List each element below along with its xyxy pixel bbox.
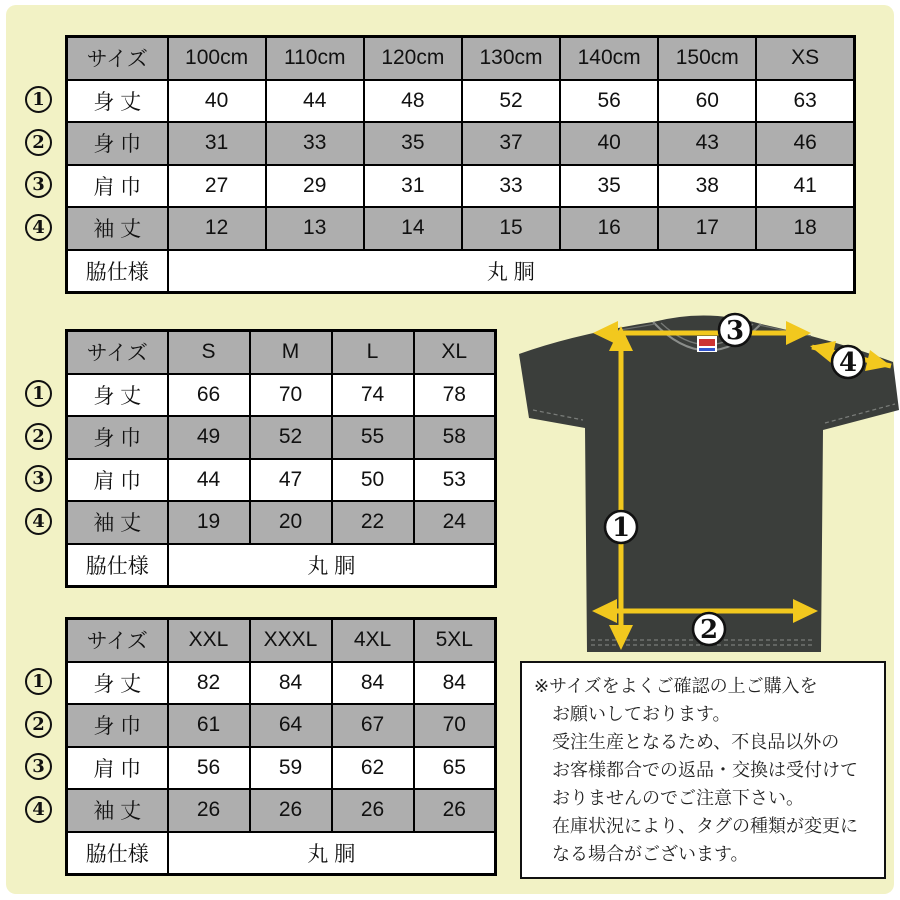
value-cell: 17 — [658, 207, 756, 250]
side-spec-value-cell: 丸 胴 — [168, 832, 496, 875]
value-cell: 74 — [332, 374, 414, 417]
value-cell: 84 — [250, 662, 332, 705]
value-cell: 41 — [756, 165, 854, 208]
value-cell: 62 — [332, 747, 414, 790]
notice-line: おりませんのでご注意下さい。 — [552, 788, 804, 808]
size-table-s-xl — [65, 329, 497, 588]
value-cell: 61 — [168, 704, 250, 747]
value-cell: 82 — [168, 662, 250, 705]
diagram-number-2: 2 — [699, 615, 719, 645]
circle-marker-2: 2 — [25, 129, 52, 156]
value-cell: 47 — [250, 459, 332, 502]
value-cell: 66 — [168, 374, 250, 417]
value-cell: 52 — [250, 416, 332, 459]
value-cell: 52 — [462, 80, 560, 123]
value-cell: 38 — [658, 165, 756, 208]
circle-marker-1: 1 — [25, 668, 52, 695]
value-cell: 26 — [332, 789, 414, 832]
circle-marker-3: 3 — [25, 171, 52, 198]
side-spec-value-cell: 丸 胴 — [168, 250, 855, 293]
value-cell: 70 — [414, 704, 496, 747]
measurement-row — [67, 374, 496, 417]
value-cell: 58 — [414, 416, 496, 459]
value-cell: 43 — [658, 122, 756, 165]
value-cell: 15 — [462, 207, 560, 250]
value-cell: 56 — [168, 747, 250, 790]
circle-marker-1: 1 — [25, 86, 52, 113]
circle-marker-1: 1 — [25, 380, 52, 407]
size-header-cell: 150cm — [658, 37, 756, 80]
value-cell: 26 — [250, 789, 332, 832]
notice-line: なる場合がございます。 — [552, 844, 749, 864]
value-cell: 84 — [332, 662, 414, 705]
measurement-row — [67, 747, 496, 790]
value-cell: 35 — [560, 165, 658, 208]
value-cell: 19 — [168, 501, 250, 544]
side-spec-row — [67, 832, 496, 875]
size-header-cell: 120cm — [364, 37, 462, 80]
measure-label-cell: 袖 丈 — [67, 501, 168, 544]
value-cell: 37 — [462, 122, 560, 165]
purchase-notice-box — [520, 661, 886, 879]
notice-line: お願いしております。 — [552, 704, 731, 724]
value-cell: 35 — [364, 122, 462, 165]
measure-label-cell: 袖 丈 — [67, 207, 168, 250]
size-header-row — [67, 331, 496, 374]
measure-label-cell: 身 巾 — [67, 122, 168, 165]
measurement-row — [67, 207, 855, 250]
measurement-row — [67, 501, 496, 544]
measurement-row — [67, 789, 496, 832]
value-cell: 40 — [168, 80, 266, 123]
value-cell: 26 — [414, 789, 496, 832]
notice-line: お客様都合での返品・交換は受付けて — [552, 760, 858, 780]
value-cell: 50 — [332, 459, 414, 502]
size-header-cell: L — [332, 331, 414, 374]
value-cell: 46 — [756, 122, 854, 165]
side-spec-row — [67, 544, 496, 587]
diagram-number-3: 3 — [725, 316, 745, 346]
measure-label-cell: 身 丈 — [67, 662, 168, 705]
notice-line: 在庫状況により、タグの種類が変更に — [552, 816, 858, 836]
value-cell: 12 — [168, 207, 266, 250]
measure-label-cell: 身 丈 — [67, 80, 168, 123]
value-cell: 40 — [560, 122, 658, 165]
value-cell: 33 — [266, 122, 364, 165]
circle-marker-2: 2 — [25, 423, 52, 450]
circle-marker-2: 2 — [25, 711, 52, 738]
measurement-row — [67, 80, 855, 123]
value-cell: 13 — [266, 207, 364, 250]
circle-marker-4: 4 — [25, 214, 52, 241]
side-spec-label-cell: 脇仕様 — [67, 832, 168, 875]
measure-label-cell: 身 丈 — [67, 374, 168, 417]
diagram-number-4: 4 — [838, 348, 858, 378]
measurement-row — [67, 416, 496, 459]
circle-marker-4: 4 — [25, 796, 52, 823]
value-cell: 29 — [266, 165, 364, 208]
value-cell: 20 — [250, 501, 332, 544]
size-header-cell: 140cm — [560, 37, 658, 80]
value-cell: 31 — [168, 122, 266, 165]
size-header-cell: XXXL — [250, 619, 332, 662]
measure-label-cell: 袖 丈 — [67, 789, 168, 832]
size-table-xxl-5xl — [65, 617, 497, 876]
measurement-row — [67, 662, 496, 705]
size-header-cell: 130cm — [462, 37, 560, 80]
neck-brand-tag — [697, 336, 717, 352]
value-cell: 60 — [658, 80, 756, 123]
size-header-cell: M — [250, 331, 332, 374]
value-cell: 31 — [364, 165, 462, 208]
value-cell: 55 — [332, 416, 414, 459]
value-cell: 56 — [560, 80, 658, 123]
size-header-cell: 4XL — [332, 619, 414, 662]
value-cell: 65 — [414, 747, 496, 790]
value-cell: 84 — [414, 662, 496, 705]
circle-marker-4: 4 — [25, 508, 52, 535]
value-cell: 78 — [414, 374, 496, 417]
size-header-cell: S — [168, 331, 250, 374]
size-header-cell: サイズ — [67, 37, 168, 80]
measurement-row — [67, 122, 855, 165]
notice-line: 受注生産となるため、不良品以外の — [552, 732, 840, 752]
size-header-cell: XS — [756, 37, 854, 80]
side-spec-label-cell: 脇仕様 — [67, 544, 168, 587]
value-cell: 70 — [250, 374, 332, 417]
circle-marker-3: 3 — [25, 753, 52, 780]
side-spec-value-cell: 丸 胴 — [168, 544, 496, 587]
value-cell: 44 — [168, 459, 250, 502]
measurement-row — [67, 165, 855, 208]
size-header-cell: XXL — [168, 619, 250, 662]
size-header-cell: 110cm — [266, 37, 364, 80]
size-header-row — [67, 37, 855, 80]
value-cell: 48 — [364, 80, 462, 123]
size-header-cell: サイズ — [67, 331, 168, 374]
diagram-number-1: 1 — [611, 513, 631, 543]
value-cell: 18 — [756, 207, 854, 250]
value-cell: 33 — [462, 165, 560, 208]
circle-marker-3: 3 — [25, 465, 52, 492]
measure-label-cell: 肩 巾 — [67, 747, 168, 790]
measure-label-cell: 身 巾 — [67, 704, 168, 747]
side-spec-row — [67, 250, 855, 293]
value-cell: 59 — [250, 747, 332, 790]
size-header-cell: サイズ — [67, 619, 168, 662]
measure-label-cell: 身 巾 — [67, 416, 168, 459]
value-cell: 49 — [168, 416, 250, 459]
value-cell: 27 — [168, 165, 266, 208]
value-cell: 22 — [332, 501, 414, 544]
measurement-row — [67, 704, 496, 747]
notice-line: ※サイズをよくご確認の上ご購入を — [534, 676, 818, 696]
measure-label-cell: 肩 巾 — [67, 165, 168, 208]
tshirt-measurement-diagram — [505, 300, 900, 660]
value-cell: 44 — [266, 80, 364, 123]
value-cell: 14 — [364, 207, 462, 250]
size-header-row — [67, 619, 496, 662]
size-header-cell: 100cm — [168, 37, 266, 80]
value-cell: 64 — [250, 704, 332, 747]
size-header-cell: 5XL — [414, 619, 496, 662]
value-cell: 63 — [756, 80, 854, 123]
size-header-cell: XL — [414, 331, 496, 374]
value-cell: 53 — [414, 459, 496, 502]
value-cell: 67 — [332, 704, 414, 747]
value-cell: 24 — [414, 501, 496, 544]
value-cell: 16 — [560, 207, 658, 250]
value-cell: 26 — [168, 789, 250, 832]
measure-label-cell: 肩 巾 — [67, 459, 168, 502]
measurement-row — [67, 459, 496, 502]
size-table-kids-xs — [65, 35, 856, 294]
side-spec-label-cell: 脇仕様 — [67, 250, 168, 293]
